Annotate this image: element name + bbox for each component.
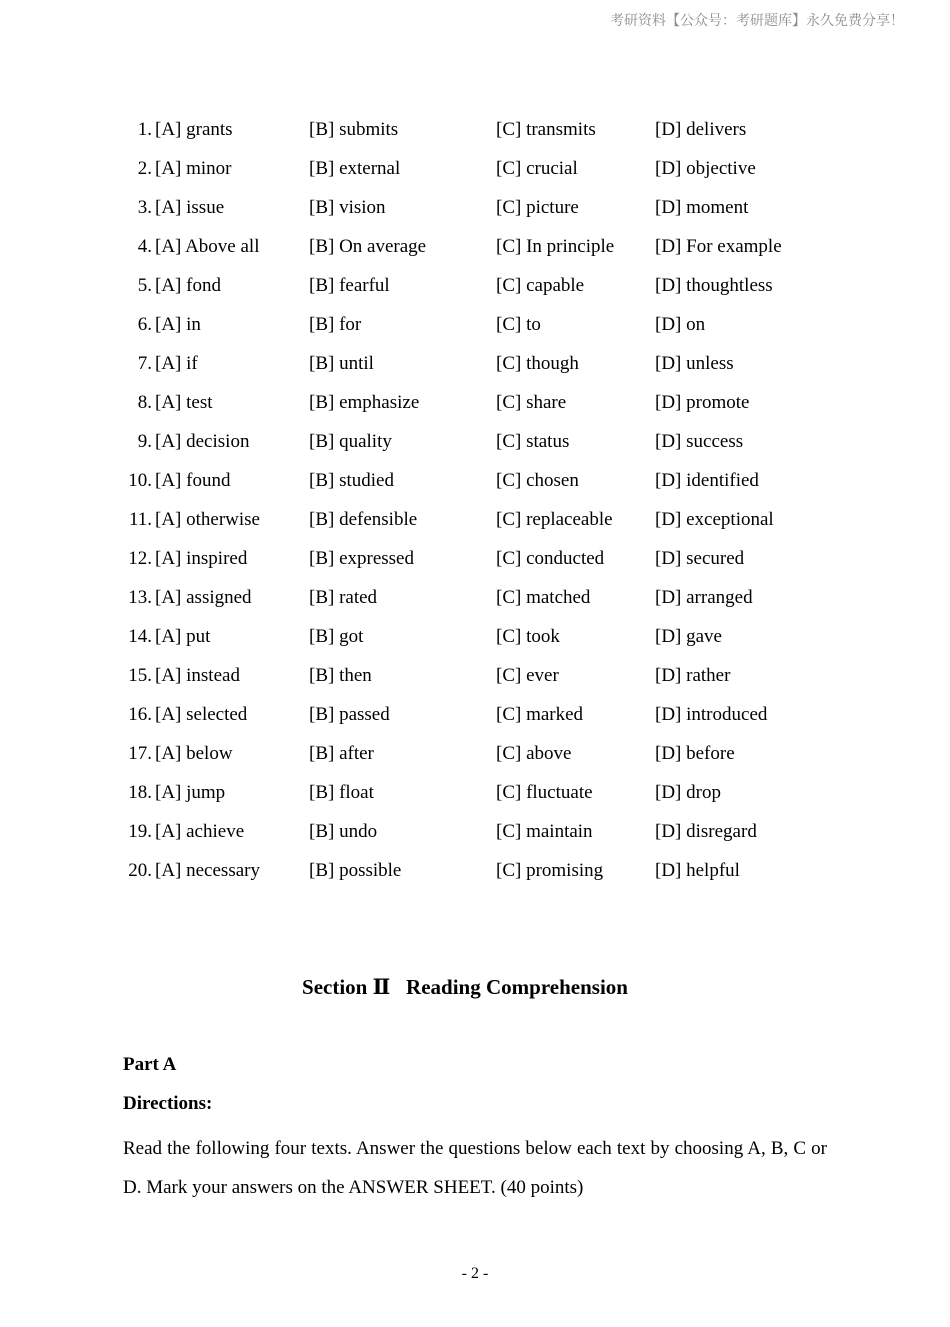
question-row [0,427,950,466]
option-a: [A] necessary [155,860,260,881]
question-row [0,466,950,505]
option-b: [B] undo [309,821,378,842]
option-b: [B] then [309,665,372,686]
watermark-text: 考研资料【公众号：考研题库】永久免费分享！ [610,13,904,29]
option-b: [B] quality [309,431,392,452]
option-a: [A] otherwise [155,509,260,530]
option-a: [A] assigned [155,587,252,608]
option-c: [C] chosen [496,470,579,491]
option-c: [C] maintain [496,821,593,842]
option-b: [B] defensible [309,509,418,530]
option-a: [A] below [155,743,233,764]
option-a: [A] Above all [155,236,260,257]
question-row [0,817,950,856]
option-d: [D] For example [655,236,782,257]
question-row [0,505,950,544]
option-d: [D] introduced [655,704,768,725]
option-c: [C] transmits [496,119,596,140]
question-row [0,856,950,895]
option-c: [C] to [496,314,541,335]
option-a: [A] issue [155,197,225,218]
question-row [0,271,950,310]
option-c: [C] status [496,431,570,452]
option-b: [B] float [309,782,374,803]
option-c: [C] marked [496,704,584,725]
option-a: [A] test [155,392,213,413]
question-number: 3. [137,197,152,218]
question-row [0,739,950,778]
option-b: [B] rated [309,587,378,608]
question-row [0,232,950,271]
question-row [0,154,950,193]
option-b: [B] emphasize [309,392,420,413]
option-a: [A] jump [155,782,226,803]
question-row [0,349,950,388]
option-c: [C] replaceable [496,509,613,530]
option-a: [A] put [155,626,211,647]
option-d: [D] success [655,431,744,452]
page-number: - 2 - [461,1265,489,1282]
part-title: Part A [123,1054,177,1075]
option-a: [A] minor [155,158,232,179]
question-number: 14. [128,626,152,647]
option-d: [D] gave [655,626,722,647]
directions-label: Directions: [123,1093,213,1114]
option-b: [B] until [309,353,374,374]
question-number: 5. [137,275,152,296]
option-d: [D] promote [655,392,750,413]
question-number: 19. [128,821,152,842]
option-d: [D] thoughtless [655,275,773,296]
question-number: 16. [128,704,152,725]
option-b: [B] after [309,743,374,764]
section-title: Section Ⅱ Reading Comprehension [302,975,628,999]
question-number: 4. [137,236,152,257]
option-d: [D] exceptional [655,509,774,530]
option-b: [B] got [309,626,364,647]
question-number: 1. [137,119,152,140]
option-d: [D] identified [655,470,759,491]
question-number: 12. [128,548,152,569]
option-b: [B] external [309,158,401,179]
question-number: 6. [137,314,152,335]
option-b: [B] fearful [309,275,390,296]
option-c: [C] conducted [496,548,605,569]
option-c: [C] capable [496,275,585,296]
question-row [0,700,950,739]
option-a: [A] in [155,314,201,335]
option-d: [D] disregard [655,821,757,842]
question-row [0,193,950,232]
option-c: [C] above [496,743,572,764]
option-d: [D] moment [655,197,749,218]
question-row [0,583,950,622]
question-row [0,388,950,427]
question-row [0,778,950,817]
option-b: [B] submits [309,119,399,140]
option-c: [C] promising [496,860,604,881]
option-a: [A] found [155,470,231,491]
option-a: [A] if [155,353,198,374]
option-a: [A] achieve [155,821,245,842]
directions-text: Read the following four texts. Answer the questions below each text by choosing A, B, C or D. Mark your answers on the ANSWER SHEET. (40 points) [123,1138,827,1198]
option-c: [C] though [496,353,579,374]
option-c: [C] took [496,626,560,647]
option-a: [A] decision [155,431,250,452]
option-c: [C] ever [496,665,559,686]
option-b: [B] passed [309,704,390,725]
question-number: 13. [128,587,152,608]
option-a: [A] instead [155,665,240,686]
question-number: 10. [128,470,152,491]
option-c: [C] crucial [496,158,578,179]
option-c: [C] share [496,392,567,413]
option-a: [A] fond [155,275,221,296]
question-number: 11. [128,509,152,530]
option-c: [C] matched [496,587,591,608]
question-row [0,544,950,583]
question-row [0,115,950,154]
question-number: 2. [137,158,152,179]
option-a: [A] selected [155,704,248,725]
option-b: [B] studied [309,470,394,491]
question-number: 9. [137,431,152,452]
option-a: [A] grants [155,119,233,140]
option-d: [D] arranged [655,587,753,608]
option-b: [B] On average [309,236,427,257]
question-number: 18. [128,782,152,803]
option-d: [D] unless [655,353,734,374]
option-a: [A] inspired [155,548,248,569]
question-number: 8. [137,392,152,413]
option-d: [D] helpful [655,860,740,881]
option-c: [C] picture [496,197,579,218]
option-b: [B] expressed [309,548,414,569]
option-c: [C] In principle [496,236,615,257]
option-d: [D] on [655,314,706,335]
question-number: 7. [137,353,152,374]
option-c: [C] fluctuate [496,782,593,803]
option-b: [B] possible [309,860,402,881]
question-number: 20. [128,860,152,881]
question-row [0,661,950,700]
question-row [0,310,950,349]
question-row [0,622,950,661]
answer-options-list [0,115,950,895]
option-d: [D] drop [655,782,721,803]
question-number: 17. [128,743,152,764]
option-d: [D] rather [655,665,731,686]
option-d: [D] secured [655,548,745,569]
option-b: [B] vision [309,197,386,218]
option-d: [D] delivers [655,119,747,140]
option-d: [D] before [655,743,735,764]
question-number: 15. [128,665,152,686]
option-d: [D] objective [655,158,756,179]
option-b: [B] for [309,314,362,335]
